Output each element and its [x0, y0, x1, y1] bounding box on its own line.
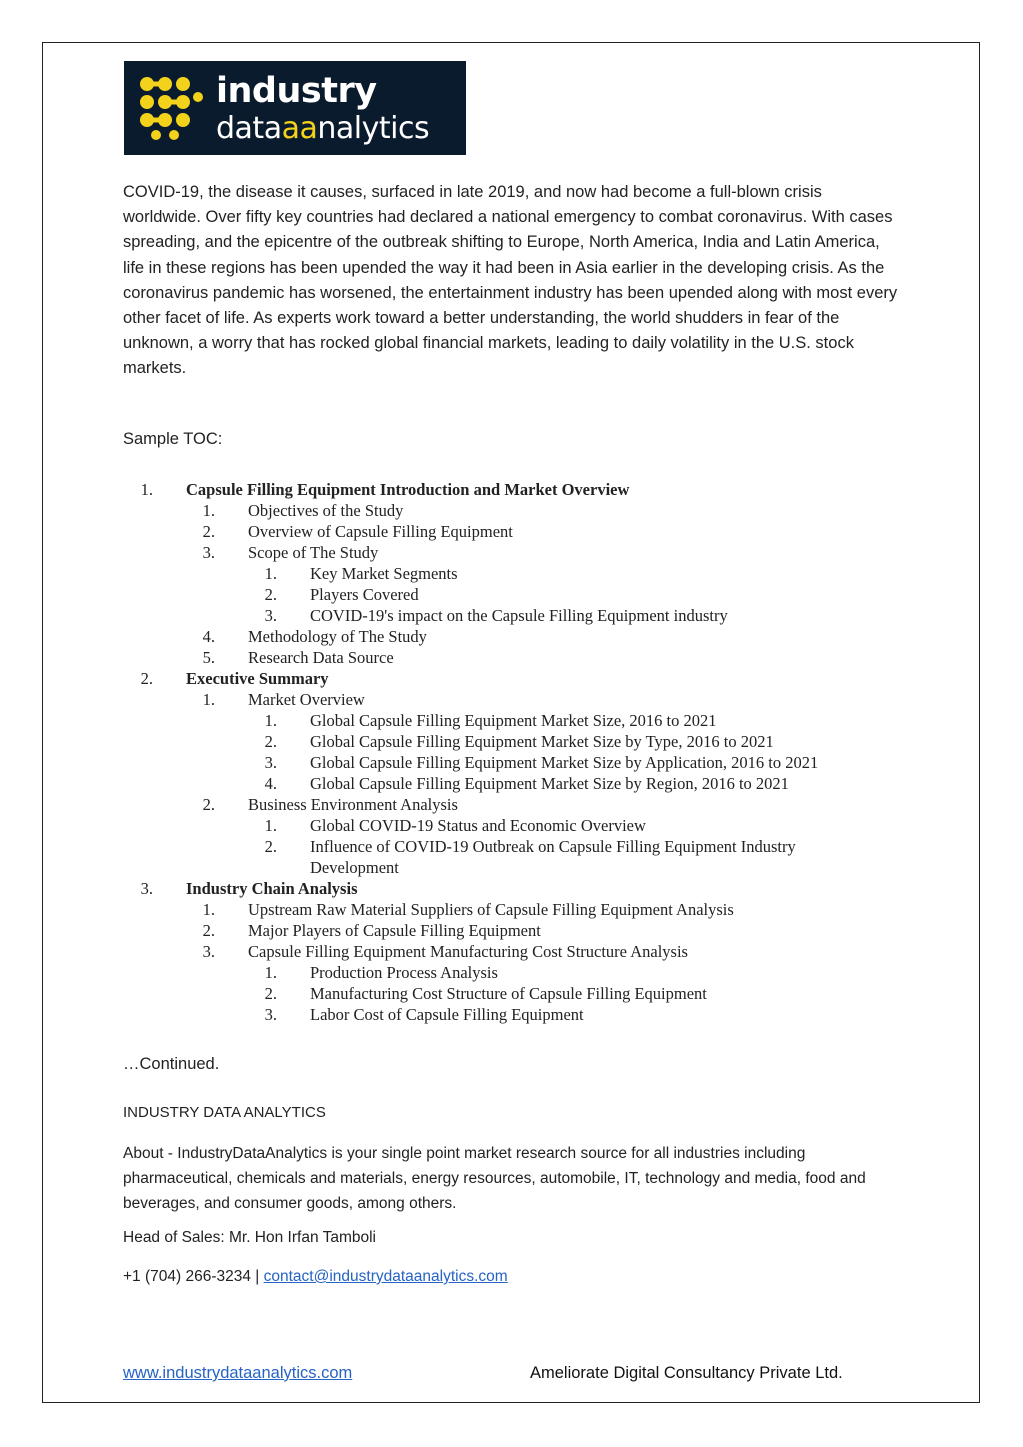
toc-item-number: 2. [202, 921, 215, 940]
toc-item-text: COVID-19's impact on the Capsule Filling Equipment industry [310, 606, 728, 625]
toc-item-number: 2. [264, 984, 277, 1003]
toc-heading: Sample TOC: [123, 430, 223, 448]
contact-line [123, 1268, 508, 1286]
toc-item-text: Research Data Source [248, 648, 394, 667]
toc-item-text: Business Environment Analysis [248, 795, 458, 814]
toc-item-text: Players Covered [310, 585, 419, 604]
toc-item-text: Executive Summary [186, 669, 329, 688]
company-logo [124, 61, 466, 155]
intro-paragraph: COVID-19, the disease it causes, surfaced in late 2019, and now had become a full-blown crisis worldwide. Over fifty key countries had declared a national emergency to combat coronavirus. With cases spreading, and the epicentre of the outbreak shifting to Europe, North America, India and Latin America, life in these regions has been upended the way it had been in Asia earlier in the developing crisis. As the coronavirus pandemic has worsened, the entertainment industry has been upended along with most every other facet of life. As experts work toward a better understanding, the world shudders in fear of the unknown, a worry that has rocked global financial markets, leading to daily volatility in the U.S. stock markets. [123, 183, 898, 378]
toc-item-text: Development [310, 858, 399, 877]
phone-number: +1 (704) 266-3234 | [123, 1268, 264, 1285]
toc-item-text: Capsule Filling Equipment Introduction and Market Overview [186, 480, 630, 499]
toc-item-text: Capsule Filling Equipment Manufacturing Cost Structure Analysis [248, 942, 688, 961]
email-link[interactable]: contact@industrydataanalytics.com [263, 1268, 508, 1285]
logo-text-data: data [216, 111, 282, 146]
toc-item-text: Market Overview [248, 690, 365, 709]
toc-item-number: 3. [140, 879, 153, 898]
toc-item-number: 1. [202, 690, 215, 709]
company-heading: INDUSTRY DATA ANALYTICS [123, 1104, 326, 1121]
toc-item-number: 1. [264, 711, 277, 730]
footer-website-link[interactable]: www.industrydataanalytics.com [123, 1364, 353, 1382]
about-paragraph: About - IndustryDataAnalytics is your single point market research source for all industries including pharmaceutical, chemicals and materials, energy resources, automobile, IT, technology and media, food and beverages, and consumer goods, among others. [123, 1145, 866, 1212]
toc-item-text: Production Process Analysis [310, 963, 498, 982]
head-of-sales: Head of Sales: Mr. Hon Irfan Tamboli [123, 1229, 377, 1246]
toc-item-text: Methodology of The Study [248, 627, 427, 646]
toc-item-number: 2. [202, 522, 215, 541]
toc-item-number: 3. [264, 606, 277, 625]
toc-item-number: 3. [202, 543, 215, 562]
toc-item-text: Global Capsule Filling Equipment Market Size by Type, 2016 to 2021 [310, 732, 774, 751]
toc-item-text: Key Market Segments [310, 564, 458, 583]
continued-text: …Continued. [123, 1055, 220, 1073]
toc-item-text: Global Capsule Filling Equipment Market Size, 2016 to 2021 [310, 711, 717, 730]
toc-item-number: 3. [202, 942, 215, 961]
toc-item-number: 2. [264, 837, 277, 856]
toc-item-number: 2. [202, 795, 215, 814]
toc-item-text: Major Players of Capsule Filling Equipment [248, 921, 541, 940]
toc-item-text: Global Capsule Filling Equipment Market Size by Application, 2016 to 2021 [310, 753, 819, 772]
toc-item-text: Scope of The Study [248, 543, 379, 562]
toc-item-number: 5. [202, 648, 215, 667]
toc-item-text: Labor Cost of Capsule Filling Equipment [310, 1005, 584, 1024]
toc-item-number: 1. [140, 480, 153, 499]
toc-item-text: Influence of COVID-19 Outbreak on Capsule Filling Equipment Industry [310, 837, 796, 856]
toc-item-number: 2. [140, 669, 153, 688]
logo-text-dataanalytics [216, 111, 429, 147]
toc-item-text: Overview of Capsule Filling Equipment [248, 522, 513, 541]
toc-item-text: Objectives of the Study [248, 501, 404, 520]
toc-item-number: 4. [202, 627, 215, 646]
toc-item-number: 1. [202, 501, 215, 520]
toc-item-number: 3. [264, 753, 277, 772]
toc-item-number: 2. [264, 732, 277, 751]
toc-item-text: Upstream Raw Material Suppliers of Capsule Filling Equipment Analysis [248, 900, 734, 919]
toc-item-number: 1. [264, 564, 277, 583]
toc-item-number: 2. [264, 585, 277, 604]
footer-company-name: Ameliorate Digital Consultancy Private Ltd. [530, 1364, 843, 1382]
logo-dots-icon [138, 75, 204, 141]
toc-item-text: Manufacturing Cost Structure of Capsule Filling Equipment [310, 984, 707, 1003]
logo-text-highlight: aa [281, 111, 318, 146]
toc-item-text: Global Capsule Filling Equipment Market Size by Region, 2016 to 2021 [310, 774, 789, 793]
logo-text-nalytics: nalytics [317, 111, 430, 146]
toc-item-number: 1. [202, 900, 215, 919]
toc-item-number: 4. [264, 774, 277, 793]
toc-item-number: 3. [264, 1005, 277, 1024]
toc-item-text: Global COVID-19 Status and Economic Overview [310, 816, 646, 835]
toc-item-number: 1. [264, 816, 277, 835]
toc-item-text: Industry Chain Analysis [186, 879, 358, 898]
toc-item-number: 1. [264, 963, 277, 982]
logo-text-industry: industry [216, 71, 377, 111]
